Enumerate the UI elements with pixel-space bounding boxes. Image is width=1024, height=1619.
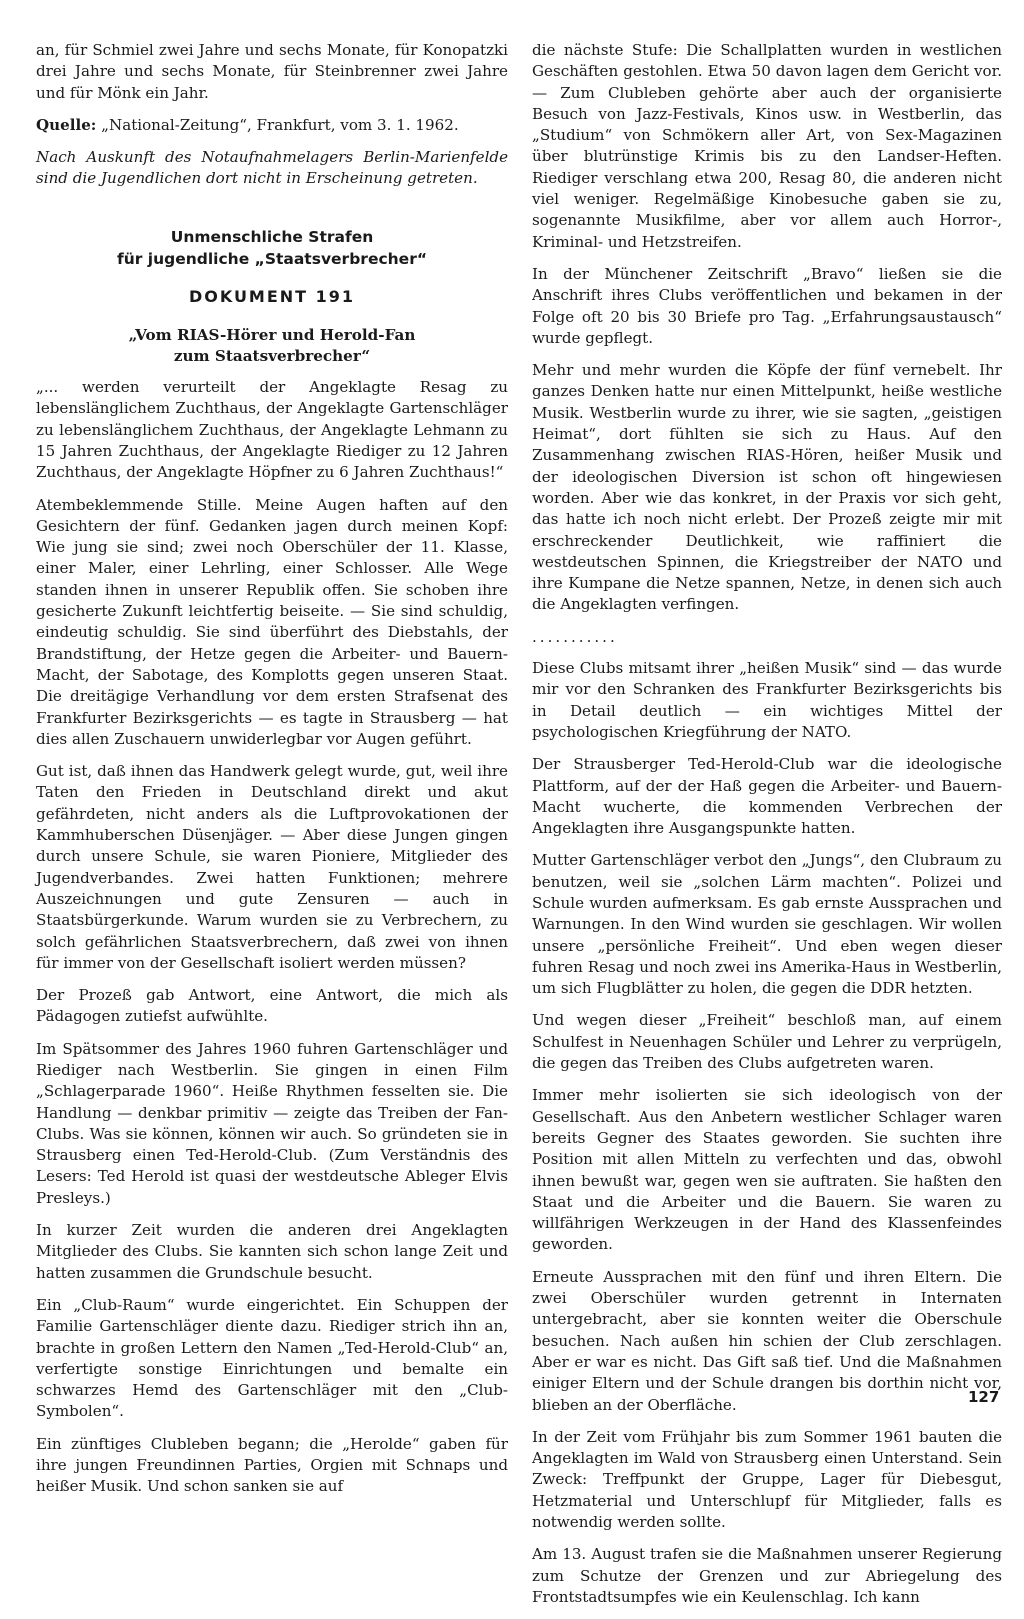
body-paragraph: Diese Clubs mitsamt ihrer „heißen Musik“ sind — das wurde mir vor den Schranken des Frankfurter Bezirksgerichts bis in Detail deutlich — ein wichtiges Mittel der psychologischen Kriegführung der NATO. [532,659,1002,741]
document-number: DOKUMENT 191 [188,286,356,306]
body-paragraph: Der Strausberger Ted-Herold-Club war die ideologische Plattform, auf der der Haß gegen die Arbeiter- und Bauern-Macht wucherte, die kommenden Verbrechen der Angeklagten ihre Ausgangspunkte hatten. [532,755,1002,838]
source-label: Quelle: [36,115,97,134]
body-paragraph: Der Prozeß gab Antwort, eine Antwort, die mich als Pädagogen zutiefst aufwühlte. [36,986,508,1026]
body-paragraph: In der Münchener Zeitschrift „Bravo“ ließen sie die Anschrift ihres Clubs veröffentlichen und bekamen in der Folge oft 20 bis 30 Briefe pro Tag. „Erfahrungsaustausch“ wurde gepflegt. [532,264,1002,347]
document-title-line-2: zum Staatsverbrecher“ [173,347,371,366]
section-heading [36,226,508,270]
editorial-note: Nach Auskunft des Notaufnahmelagers Berlin-Marienfelde sind die Jugendlichen dort nicht in Erscheinung getreten. [36,148,508,188]
body-paragraph: Ein „Club-Raum“ wurde eingerichtet. Ein Schuppen der Familie Gartenschläger diente dazu. Riediger strich ihn an, brachte in großen Lettern den Namen „Ted-Herold-Club“ an, verfertigte sonstige Einrichtungen und bemalte ein schwarzes Hemd des Gartenschläger mit den „Club-Symbolen“. [36,1295,508,1421]
body-paragraph: Immer mehr isolierten sie sich ideologisch von der Gesellschaft. Aus den Anbetern westlicher Schlager waren bereits Gegner des Staates geworden. Sie suchten ihre Position mit allen Mitteln zu verfechten und das, obwohl ihnen bewußt war, gegen wen sie auftraten. Sie haßten den Staat und die Arbeiter und die Bauern. Sie waren zu willfährigen Werkzeugen in der Hand des Klassenfeindes geworden. [532,1086,1002,1254]
body-paragraph: Erneute Aussprachen mit den fünf und ihren Eltern. Die zwei Oberschüler wurden getrennt in Internaten untergebracht, aber sie konnten weiter die Oberschule besuchen. Nach außen hin schien der Club zerschlagen. Aber er war es nicht. Das Gift saß tief. Und die Maßnahmen einiger Eltern und der Schule drangen bis dorthin nicht vor, blieben an der Oberfläche. [532,1267,1002,1414]
body-paragraph: „... werden verurteilt der Angeklagte Resag zu lebenslänglichem Zuchthaus, der Angeklagte Gartenschläger zu lebenslänglichem Zuchthaus, der Angeklagte Lehmann zu 15 Jahren Zuchthaus, der Angeklagte Riediger zu 12 Jahren Zuchthaus, der Angeklagte Höpfner zu 6 Jahren Zuchthaus!“ [36,378,508,482]
body-paragraph: Atembeklemmende Stille. Meine Augen haften auf den Gesichtern der fünf. Gedanken jagen durch meinen Kopf: Wie jung sie sind; zwei noch Oberschüler der 11. Klasse, einer Maler, einer Lehrling, einer Schlosser. Alle Wege standen ihnen in unserer Republik offen. Sie schoben ihre gesicherte Zukunft leichtfertig beiseite. — Sie sind schuldig, eindeutig schuldig. Sie sind überführt des Diebstahls, der Brandstiftung, der Hetze gegen die Arbeiter- und Bauern-Macht, der Sabotage, des Komplotts gegen unseren Staat. Die dreitägige Verhandlung vor dem ersten Strafsenat des Frankfurter Bezirksgerichts — es tagte in Strausberg — hat dies allen Zuschauern unwiderlegbar vor Augen geführt. [36,495,508,748]
document-title-line-1: „Vom RIAS-Hörer und Herold-Fan [128,326,416,345]
body-paragraph: die nächste Stufe: Die Schallplatten wurden in westlichen Geschäften gestohlen. Etwa 50 davon lagen dem Gericht vor. — Zum Clubleben gehörte aber auch der organisierte Besuch von Jazz-Festivals, Kinos usw. in Westberlin, das „Studium“ von Schmökern aller Art, von Sex-Magazinen über blutrünstige Krimis bis zu den Landser-Heften. Riediger verschlang etwa 200, Resag 80, die anderen nicht viel weniger. Regelmäßige Kinobesuche gaben sie zu, sogenannte Musikfilme, aber vor allem auch Horror-, Kriminal- und Hetzstreifen. [532,41,1002,251]
document-title [36,325,508,367]
section-heading-line-2: für jugendliche „Staatsverbrecher“ [116,249,428,268]
page-number: 127 [968,1388,1000,1406]
body-paragraph: In der Zeit vom Frühjahr bis zum Sommer 1961 bauten die Angeklagten im Wald von Strausberg einen Unterstand. Sein Zweck: Treffpunkt der Gruppe, Lager für Diebesgut, Hetzmaterial und Unterschlupf für Mitglieder, falls es notwendig werden sollte. [532,1427,1002,1531]
right-column [532,40,1002,1619]
body-paragraph: Am 13. August trafen sie die Maßnahmen unserer Regierung zum Schutze der Grenzen und zur Abriegelung des Frontstadtsumpfes wie ein Keulenschlag. Ich kann [532,1545,1002,1606]
section-heading-line-1: Unmenschliche Strafen [170,227,374,246]
body-paragraph: Mehr und mehr wurden die Köpfe der fünf vernebelt. Ihr ganzes Denken hatte nur einen Mittelpunkt, heiße westliche Musik. Westberlin wurde zu ihrer, wie sie sagten, „geistigen Heimat“, dort fühlten sie sich zu Haus. Auf den Zusammenhang zwischen RIAS-Hören, heißer Musik und der ideologischen Diversion ist schon oft hingewiesen worden. Aber wie das konkret, in der Praxis vor sich geht, das hatte ich noch nicht erlebt. Der Prozeß zeigte mir mit erschreckender Deutlichkeit, wie raffiniert die westdeutschen Spinnen, die Kriegstreiber der NATO und ihre Kumpane die Netze spannen, Netze, in denen sich auch die Angeklagten verfingen. [532,361,1002,614]
omission-marker: ........... [532,627,618,646]
body-paragraph: In kurzer Zeit wurden die anderen drei Angeklagten Mitglieder des Clubs. Sie kannten sich schon lange Zeit und hatten zusammen die Grundschule besucht. [36,1221,508,1282]
body-paragraph: Ein zünftiges Clubleben begann; die „Herolde“ gaben für ihre jungen Freundinnen Parties, Orgien mit Schnaps und heißer Musik. Und schon sanken sie auf [36,1434,508,1496]
body-paragraph: Im Spätsommer des Jahres 1960 fuhren Gartenschläger und Riediger nach Westberlin. Sie gingen in einen Film „Schlagerparade 1960“. Heiße Rhythmen fesselten sie. Die Handlung — denkbar primitiv — zeigte das Treiben der Fan-Clubs. Was sie können, können wir auch. So gründeten sie in Strausberg einen Ted-Herold-Club. (Zum Verständnis des Lesers: Ted Herold ist quasi der westdeutsche Ableger Elvis Presleys.) [36,1039,508,1207]
body-paragraph: Gut ist, daß ihnen das Handwerk gelegt wurde, gut, weil ihre Taten den Frieden in Deutschland direkt und akut gefährdeten, nicht anders als die Luftprovokationen der Kammhuberschen Düsenjäger. — Aber diese Jungen gingen durch unsere Schule, sie waren Pioniere, Mitglieder des Jugendverbandes. Zwei hatten Funktionen; mehrere Auszeichnungen und gute Zensuren — auch in Staatsbürgerkunde. Warum wurden sie zu Verbrechern, zu solch gefährlichen Staatsverbrechern, daß zwei von ihnen für immer von der Gesellschaft isoliert werden müssen? [36,762,508,972]
source-text: „National-Zeitung“, Frankfurt, vom 3. 1. 1962. [96,115,459,134]
left-column [36,40,508,1509]
body-paragraph: Und wegen dieser „Freiheit“ beschloß man, auf einem Schulfest in Neuenhagen Schüler und Lehrer zu verprügeln, die gegen das Treiben des Clubs aufgetreten waren. [532,1011,1002,1073]
intro-paragraph: an, für Schmiel zwei Jahre und sechs Monate, für Konopatzki drei Jahre und sechs Monate, für Steinbrenner zwei Jahre und für Mönk ein Jahr. [36,41,508,102]
body-paragraph: Mutter Gartenschläger verbot den „Jungs“, den Clubraum zu benutzen, weil sie „solchen Lärm machten“. Polizei und Schule wurden aufmerksam. Es gab ernste Aussprachen und Warnungen. In den Wind wurden sie geschlagen. Wir wollen unsere „persönliche Freiheit“. Und eben wegen dieser fuhren Resag und noch zwei ins Amerika-Haus in Westberlin, um sich Flugblätter zu holen, die gegen die DDR hetzten. [532,851,1002,998]
source-citation [36,115,508,136]
